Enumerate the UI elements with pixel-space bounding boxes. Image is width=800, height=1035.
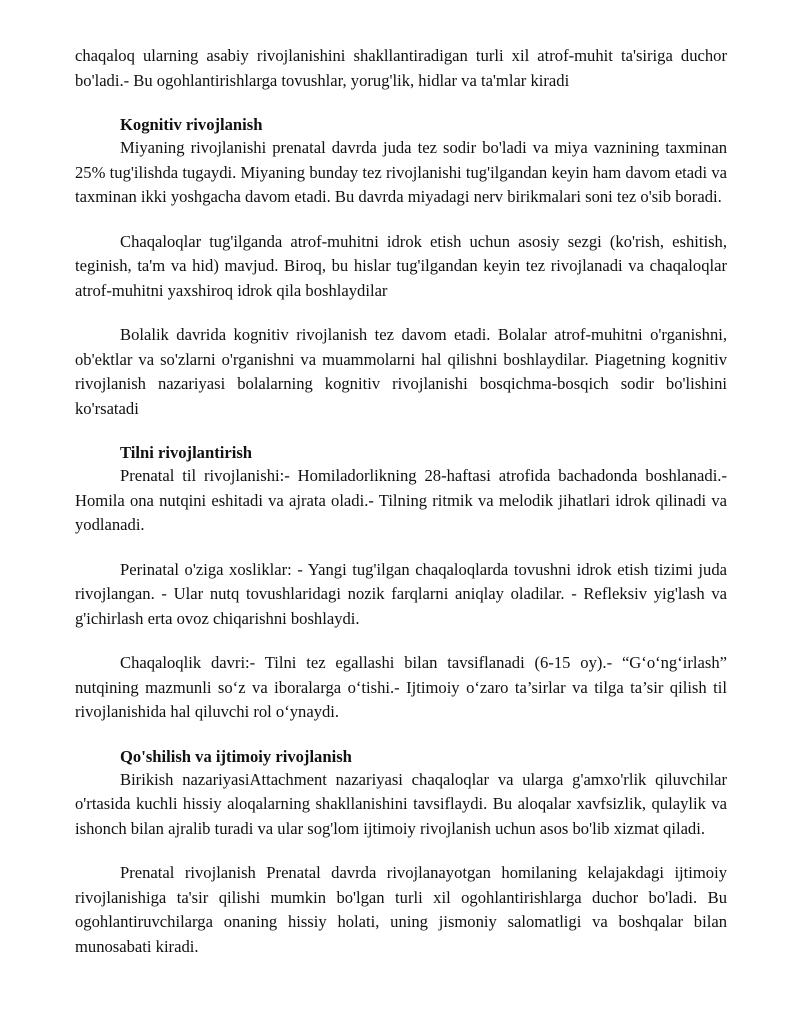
body-paragraph: Chaqaloqlar tug'ilganda atrof-muhitni idrok etish uchun asosiy sezgi (ko'rish, eshitish, teginish, ta'm va hid) mavjud. Biroq, bu hislar tug'ilgandan keyin tez rivojlanadi va chaqaloqlar atrof-muhitni yaxshiroq idrok qila boshlaydilar [75,231,727,300]
body-paragraph: Perinatal o'ziga xosliklar: - Yangi tug'ilgan chaqaloqlarda tovushni idrok etish tizimi juda rivojlangan. - Ular nutq tovushlaridagi nozik farqlarni aniqlay oladilar. - Refleksiv yig'lash va g'ichirlash erta ovoz chiqarishni boshlaydi. [75,559,727,628]
section-heading: Kognitiv rivojlanish [120,115,263,134]
section-heading: Qo'shilish va ijtimoiy rivojlanish [120,746,352,766]
body-paragraph: Chaqaloqlik davri:- Tilni tez egallashi bilan tavsiflanadi (6-15 oy).- “G‘o‘ng‘irlash” nutqining mazmunli so‘z va iboralarga o‘tishi.- Ijtimoiy o‘zaro ta’sirlar va tilga ta’sir qilish til rivojlanishida hal qiluvchi rol o‘ynaydi. [75,653,727,721]
document-page [75,44,727,959]
body-paragraph: Miyaning rivojlanishi prenatal davrda juda tez sodir bo'ladi va miya vaznining taxminan 25% tug'ilishda tugaydi. Miyaning bunday tez rivojlanishi tug'ilgandan keyin ham davom etadi va taxminan ikki yoshgacha davom etadi. Bu davrda miyadagi nerv birikmalari soni tez o'sib boradi. [75,138,727,206]
section-language-development [75,441,727,725]
body-paragraph: Prenatal rivojlanish Prenatal davrda rivojlanayotgan homilaning kelajakdagi ijtimoiy rivojlanishiga ta'sir qilishi mumkin bo'lgan turli xil ogohlantirishlarga duchor bo'ladi. Bu ogohlantiruvchilarga onaning hissiy holati, uning jismoniy salomatligi va boshqalar bilan munosabati kiradi. [75,863,727,956]
body-paragraph: Birikish nazariyasiAttachment nazariyasi chaqaloqlar va ularga g'amxo'rlik qiluvchilar o'rtasida kuchli hissiy aloqalarning shakllanishini tavsiflaydi. Bu aloqalar xavfsizlik, qulaylik va ishonch bilan ajralib turadi va ular sog'lom ijtimoiy rivojlanish uchun asos bo'lib xizmat qiladi. [75,769,727,838]
section-heading: Tilni rivojlantirish [120,443,253,462]
intro-paragraph: chaqaloq ularning asabiy rivojlanishini shakllantiradigan turli xil atrof-muhit ta'siriga duchor bo'ladi.- Bu ogohlantirishlarga tovushlar, yorug'lik, hidlar va ta'mlar kiradi [75,46,727,90]
section-cognitive-development [75,113,727,421]
section-attachment-social-development [75,745,727,960]
body-paragraph: Prenatal til rivojlanishi:- Homiladorlikning 28-haftasi atrofida bachadonda boshlanadi.- Homila ona nutqini eshitadi va ajrata oladi.- Tilning ritmik va melodik jihatlari idrok qilinadi va yodlanadi. [75,466,727,534]
body-paragraph: Bolalik davrida kognitiv rivojlanish tez davom etadi. Bolalar atrof-muhitni o'rganishni, ob'ektlar va so'zlarni o'rganishni va muammolarni hal qilishni boshlaydilar. Piagetning kognitiv rivojlanish nazariyasi bolalarning kognitiv rivojlanishi bosqichma-bosqich sodir bo'lishini ko'rsatadi [75,325,727,418]
